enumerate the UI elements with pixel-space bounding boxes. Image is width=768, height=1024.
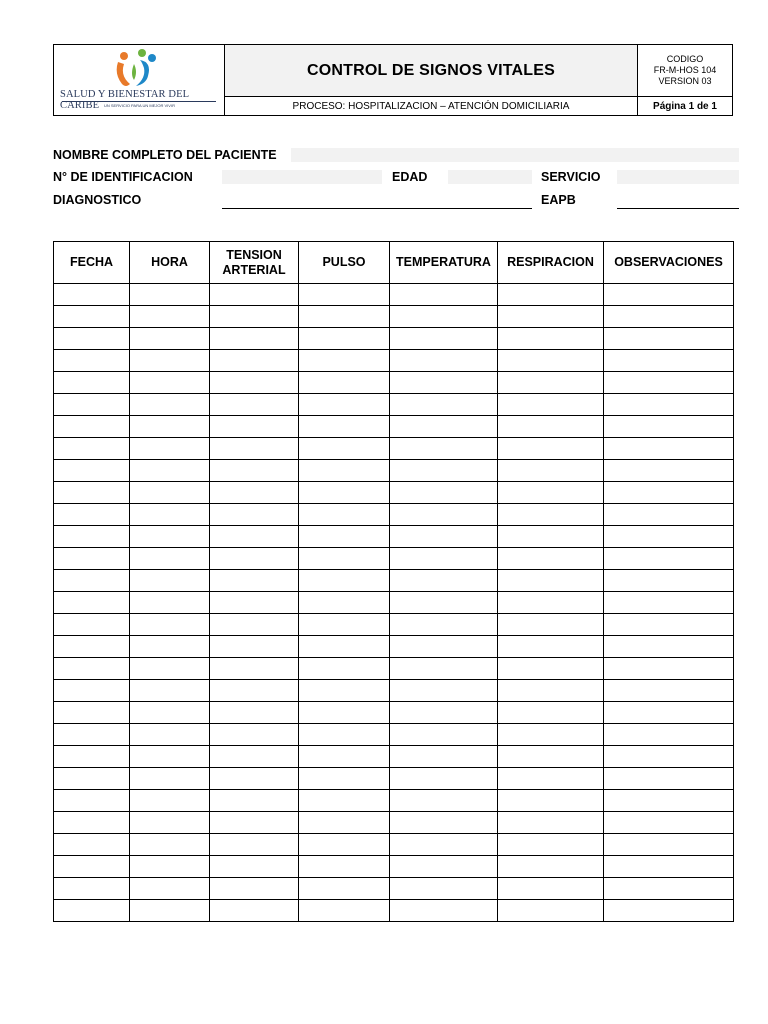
table-row (54, 680, 734, 702)
table-row (54, 658, 734, 680)
table-row (54, 724, 734, 746)
patient-id-field[interactable] (222, 170, 382, 184)
table-cell[interactable] (299, 438, 390, 460)
table-cell[interactable] (390, 570, 498, 592)
table-cell[interactable] (498, 702, 604, 724)
table-cell[interactable] (390, 372, 498, 394)
table-cell[interactable] (210, 526, 299, 548)
table-cell[interactable] (604, 900, 734, 922)
diagnosis-label: DIAGNOSTICO (53, 193, 142, 207)
table-cell[interactable] (498, 856, 604, 878)
table-cell[interactable] (130, 658, 210, 680)
table-cell[interactable] (604, 680, 734, 702)
table-cell[interactable] (498, 790, 604, 812)
table-cell[interactable] (54, 592, 130, 614)
table-cell[interactable] (130, 372, 210, 394)
table-cell[interactable] (390, 790, 498, 812)
table-cell[interactable] (54, 460, 130, 482)
table-row (54, 350, 734, 372)
table-cell[interactable] (130, 284, 210, 306)
table-row (54, 900, 734, 922)
table-row (54, 746, 734, 768)
table-cell[interactable] (498, 614, 604, 636)
table-cell[interactable] (498, 570, 604, 592)
table-cell[interactable] (130, 746, 210, 768)
table-cell[interactable] (498, 592, 604, 614)
table-cell[interactable] (299, 702, 390, 724)
table-cell[interactable] (210, 746, 299, 768)
table-cell[interactable] (390, 482, 498, 504)
table-cell[interactable] (210, 856, 299, 878)
code-cell (638, 45, 732, 97)
table-cell[interactable] (498, 680, 604, 702)
column-header-hora: HORA (130, 242, 210, 284)
table-cell[interactable] (210, 394, 299, 416)
table-cell[interactable] (390, 438, 498, 460)
table-cell[interactable] (54, 284, 130, 306)
table-cell[interactable] (210, 878, 299, 900)
table-cell[interactable] (130, 548, 210, 570)
table-cell[interactable] (210, 306, 299, 328)
table-cell[interactable] (130, 790, 210, 812)
table-cell[interactable] (54, 570, 130, 592)
table-cell[interactable] (130, 570, 210, 592)
table-cell[interactable] (210, 614, 299, 636)
table-row (54, 812, 734, 834)
table-cell[interactable] (299, 856, 390, 878)
column-header-pulso: PULSO (299, 242, 390, 284)
table-cell[interactable] (604, 834, 734, 856)
table-cell[interactable] (390, 460, 498, 482)
table-cell[interactable] (54, 372, 130, 394)
table-cell[interactable] (390, 834, 498, 856)
age-field[interactable] (448, 170, 532, 184)
table-cell[interactable] (390, 724, 498, 746)
logo (54, 45, 225, 115)
table-row (54, 768, 734, 790)
table-cell[interactable] (604, 284, 734, 306)
table-cell[interactable] (498, 526, 604, 548)
table-row (54, 526, 734, 548)
table-cell[interactable] (604, 592, 734, 614)
table-cell[interactable] (498, 812, 604, 834)
table-cell[interactable] (299, 658, 390, 680)
table-cell[interactable] (498, 372, 604, 394)
table-cell[interactable] (299, 768, 390, 790)
table-cell[interactable] (498, 306, 604, 328)
table-cell[interactable] (604, 768, 734, 790)
logo-text: SALUD Y BIENESTAR DEL CARIBE (60, 89, 189, 111)
table-cell[interactable] (299, 614, 390, 636)
table-cell[interactable] (299, 504, 390, 526)
table-header-row (54, 242, 734, 284)
table-cell[interactable] (130, 460, 210, 482)
table-cell[interactable] (390, 746, 498, 768)
table-body (54, 284, 734, 922)
table-cell[interactable] (210, 658, 299, 680)
table-cell[interactable] (604, 350, 734, 372)
table-cell[interactable] (498, 900, 604, 922)
table-cell[interactable] (210, 834, 299, 856)
patient-name-field[interactable] (291, 148, 739, 162)
logo-figures-icon (112, 48, 162, 88)
table-cell[interactable] (210, 482, 299, 504)
table-cell[interactable] (498, 504, 604, 526)
table-cell[interactable] (54, 768, 130, 790)
table-cell[interactable] (604, 790, 734, 812)
table-cell[interactable] (299, 812, 390, 834)
table-cell[interactable] (130, 812, 210, 834)
table-cell[interactable] (210, 592, 299, 614)
table-cell[interactable] (210, 460, 299, 482)
table-row (54, 372, 734, 394)
table-cell[interactable] (498, 482, 604, 504)
table-cell[interactable] (130, 724, 210, 746)
table-cell[interactable] (54, 812, 130, 834)
table-cell[interactable] (390, 394, 498, 416)
table-row (54, 306, 734, 328)
table-cell[interactable] (210, 768, 299, 790)
table-cell[interactable] (54, 526, 130, 548)
form-header (53, 44, 733, 116)
table-cell[interactable] (130, 350, 210, 372)
table-cell[interactable] (390, 812, 498, 834)
table-cell[interactable] (210, 548, 299, 570)
table-cell[interactable] (604, 658, 734, 680)
table-cell[interactable] (390, 878, 498, 900)
logo-divider (62, 101, 216, 102)
table-row (54, 460, 734, 482)
table-cell[interactable] (299, 526, 390, 548)
table-cell[interactable] (390, 548, 498, 570)
table-row (54, 790, 734, 812)
table-cell[interactable] (390, 592, 498, 614)
table-cell[interactable] (390, 658, 498, 680)
code-value: FR-M-HOS 104 (653, 65, 717, 75)
table-cell[interactable] (604, 746, 734, 768)
table-cell[interactable] (210, 570, 299, 592)
service-label: SERVICIO (541, 170, 601, 184)
table-cell[interactable] (130, 768, 210, 790)
table-cell[interactable] (210, 636, 299, 658)
table-row (54, 702, 734, 724)
table-cell[interactable] (604, 548, 734, 570)
table-cell[interactable] (498, 460, 604, 482)
table-cell[interactable] (299, 548, 390, 570)
table-cell[interactable] (210, 900, 299, 922)
table-cell[interactable] (130, 856, 210, 878)
eapb-label: EAPB (541, 193, 576, 207)
table-cell[interactable] (54, 746, 130, 768)
vital-signs-table (53, 241, 734, 922)
table-cell[interactable] (604, 856, 734, 878)
table-cell[interactable] (604, 878, 734, 900)
table-cell[interactable] (299, 372, 390, 394)
page-number: Página 1 de 1 (653, 100, 717, 112)
table-row (54, 438, 734, 460)
service-field[interactable] (617, 170, 739, 184)
table-cell[interactable] (390, 504, 498, 526)
table-cell[interactable] (604, 482, 734, 504)
eapb-field[interactable] (617, 194, 739, 209)
table-cell[interactable] (299, 570, 390, 592)
table-cell[interactable] (54, 878, 130, 900)
table-cell[interactable] (299, 592, 390, 614)
table-cell[interactable] (130, 526, 210, 548)
table-cell[interactable] (299, 460, 390, 482)
table-row (54, 834, 734, 856)
table-row (54, 504, 734, 526)
table-cell[interactable] (604, 460, 734, 482)
table-cell[interactable] (604, 504, 734, 526)
table-cell[interactable] (390, 526, 498, 548)
table-cell[interactable] (390, 328, 498, 350)
patient-id-label: N° DE IDENTIFICACION (53, 170, 193, 184)
column-header-fecha: FECHA (54, 242, 130, 284)
table-cell[interactable] (299, 834, 390, 856)
table-cell[interactable] (299, 878, 390, 900)
table-cell[interactable] (54, 658, 130, 680)
table-cell[interactable] (210, 812, 299, 834)
table-cell[interactable] (498, 548, 604, 570)
table-cell[interactable] (604, 570, 734, 592)
age-label: EDAD (392, 170, 428, 184)
table-cell[interactable] (54, 548, 130, 570)
table-cell[interactable] (498, 394, 604, 416)
table-cell[interactable] (130, 614, 210, 636)
column-header-tension-arterial: TENSION ARTERIAL (210, 242, 299, 284)
table-cell[interactable] (210, 680, 299, 702)
table-cell[interactable] (299, 328, 390, 350)
table-row (54, 592, 734, 614)
table-cell[interactable] (130, 636, 210, 658)
table-cell[interactable] (130, 834, 210, 856)
table-cell[interactable] (604, 416, 734, 438)
table-cell[interactable] (604, 812, 734, 834)
column-header-temperatura: TEMPERATURA (390, 242, 498, 284)
table-cell[interactable] (390, 636, 498, 658)
table-cell[interactable] (130, 438, 210, 460)
table-row (54, 878, 734, 900)
table-cell[interactable] (54, 790, 130, 812)
table-cell[interactable] (498, 328, 604, 350)
table-row (54, 570, 734, 592)
table-cell[interactable] (498, 768, 604, 790)
table-cell[interactable] (390, 900, 498, 922)
table-cell[interactable] (299, 680, 390, 702)
table-cell[interactable] (498, 636, 604, 658)
table-cell[interactable] (130, 702, 210, 724)
table-cell[interactable] (299, 394, 390, 416)
table-cell[interactable] (54, 416, 130, 438)
table-cell[interactable] (54, 724, 130, 746)
table-cell[interactable] (390, 768, 498, 790)
table-cell[interactable] (299, 900, 390, 922)
table-cell[interactable] (498, 284, 604, 306)
table-cell[interactable] (130, 900, 210, 922)
column-header-observaciones: OBSERVACIONES (604, 242, 734, 284)
process-label: PROCESO: HOSPITALIZACION – ATENCIÓN DOMICILIARIA (225, 97, 638, 115)
table-cell[interactable] (130, 306, 210, 328)
table-cell[interactable] (390, 306, 498, 328)
table-cell[interactable] (498, 350, 604, 372)
table-cell[interactable] (210, 504, 299, 526)
diagnosis-field[interactable] (222, 194, 532, 209)
table-cell[interactable] (498, 878, 604, 900)
table-cell[interactable] (390, 350, 498, 372)
table-cell[interactable] (130, 394, 210, 416)
table-cell[interactable] (604, 702, 734, 724)
table-cell[interactable] (54, 856, 130, 878)
table-cell[interactable] (299, 724, 390, 746)
table-cell[interactable] (299, 416, 390, 438)
table-cell[interactable] (130, 878, 210, 900)
table-row (54, 636, 734, 658)
table-cell[interactable] (604, 372, 734, 394)
table-row (54, 482, 734, 504)
table-row (54, 548, 734, 570)
table-cell[interactable] (210, 372, 299, 394)
form-title: CONTROL DE SIGNOS VITALES (307, 61, 555, 79)
table-cell[interactable] (299, 790, 390, 812)
table-row (54, 856, 734, 878)
table-cell[interactable] (54, 482, 130, 504)
table-cell[interactable] (54, 834, 130, 856)
table-cell[interactable] (299, 350, 390, 372)
table-cell[interactable] (498, 438, 604, 460)
table-cell[interactable] (604, 526, 734, 548)
table-cell[interactable] (604, 438, 734, 460)
table-cell[interactable] (390, 416, 498, 438)
table-cell[interactable] (210, 416, 299, 438)
table-cell[interactable] (390, 680, 498, 702)
table-cell[interactable] (130, 592, 210, 614)
table-cell[interactable] (390, 284, 498, 306)
table-cell[interactable] (390, 614, 498, 636)
table-cell[interactable] (498, 416, 604, 438)
table-cell[interactable] (498, 746, 604, 768)
table-cell[interactable] (54, 394, 130, 416)
table-cell[interactable] (299, 482, 390, 504)
table-cell[interactable] (54, 702, 130, 724)
version-label: VERSION 03 (658, 76, 712, 86)
table-row (54, 394, 734, 416)
patient-name-label: NOMBRE COMPLETO DEL PACIENTE (53, 148, 277, 162)
logo-tagline: UN SERVICIO PARA UN MEJOR VIVIR (104, 103, 175, 108)
title-cell (225, 45, 638, 97)
table-cell[interactable] (390, 856, 498, 878)
table-cell[interactable] (54, 614, 130, 636)
table-cell[interactable] (299, 306, 390, 328)
table-cell[interactable] (54, 680, 130, 702)
table-cell[interactable] (210, 284, 299, 306)
table-cell[interactable] (604, 306, 734, 328)
table-row (54, 328, 734, 350)
table-row (54, 416, 734, 438)
table-cell[interactable] (54, 438, 130, 460)
table-cell[interactable] (210, 328, 299, 350)
table-row (54, 284, 734, 306)
table-cell[interactable] (299, 746, 390, 768)
table-cell[interactable] (604, 636, 734, 658)
table-cell[interactable] (130, 416, 210, 438)
table-cell[interactable] (210, 724, 299, 746)
table-cell[interactable] (604, 394, 734, 416)
table-cell[interactable] (210, 790, 299, 812)
table-row (54, 614, 734, 636)
table-cell[interactable] (130, 482, 210, 504)
table-cell[interactable] (390, 702, 498, 724)
table-cell[interactable] (498, 724, 604, 746)
table-cell[interactable] (54, 504, 130, 526)
table-cell[interactable] (130, 680, 210, 702)
table-cell[interactable] (498, 834, 604, 856)
table-cell[interactable] (54, 328, 130, 350)
column-header-respiracion: RESPIRACION (498, 242, 604, 284)
table-cell[interactable] (210, 438, 299, 460)
table-cell[interactable] (54, 350, 130, 372)
table-cell[interactable] (210, 350, 299, 372)
table-cell[interactable] (299, 636, 390, 658)
table-cell[interactable] (604, 724, 734, 746)
table-cell[interactable] (54, 636, 130, 658)
code-label: CODIGO (666, 54, 704, 64)
table-cell[interactable] (604, 328, 734, 350)
table-cell[interactable] (130, 328, 210, 350)
table-cell[interactable] (130, 504, 210, 526)
table-cell[interactable] (54, 306, 130, 328)
table-cell[interactable] (604, 614, 734, 636)
table-cell[interactable] (299, 284, 390, 306)
table-cell[interactable] (54, 900, 130, 922)
table-cell[interactable] (210, 702, 299, 724)
table-cell[interactable] (498, 658, 604, 680)
